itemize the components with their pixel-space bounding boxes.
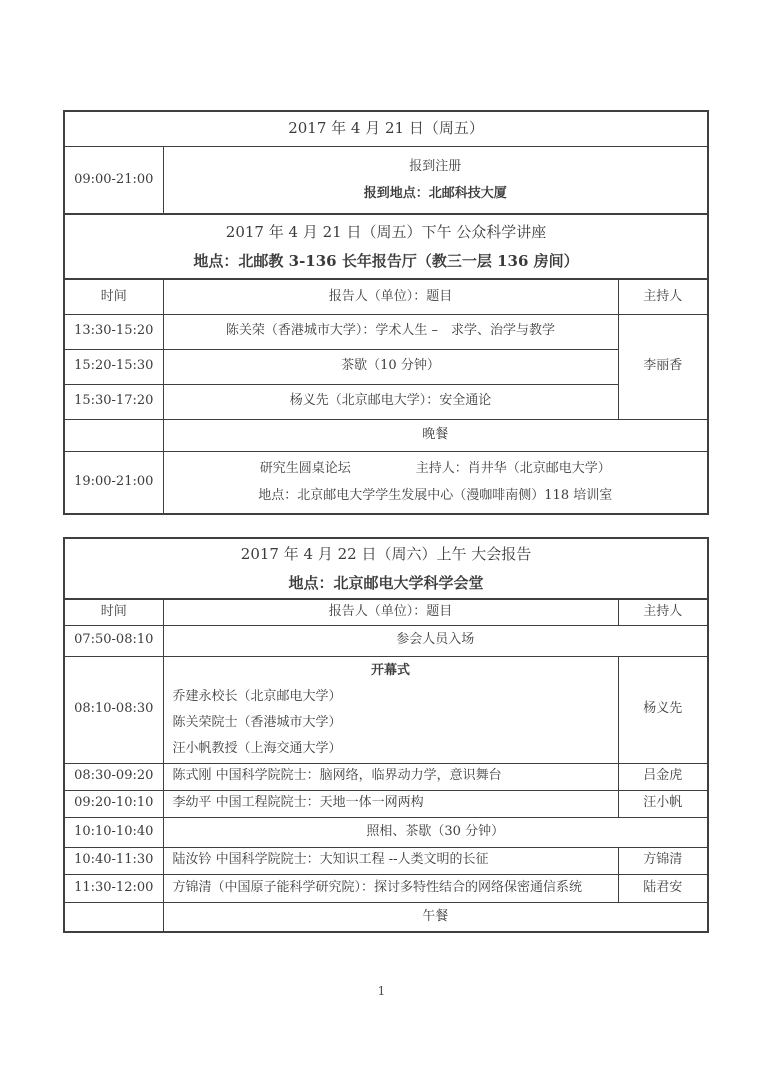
column-header-time: 时间 bbox=[64, 599, 163, 625]
date-header-row bbox=[64, 538, 708, 599]
chair-cell: 陆君安 bbox=[618, 874, 708, 902]
date-title: 2017 年 4 月 22 日（周六）上午 大会报告 bbox=[240, 544, 532, 563]
table-row bbox=[64, 763, 708, 790]
forum-location: 地点：北京邮电大学学生发展中心（漫咖啡南侧）118 培训室 bbox=[258, 488, 613, 504]
registration-line: 报到注册 bbox=[409, 158, 462, 174]
talk-cell: 李幼平 中国工程院院士：天地一体一网两构 bbox=[163, 790, 618, 817]
opening-cell bbox=[163, 656, 618, 763]
time-cell-empty bbox=[64, 902, 163, 932]
time-cell: 15:20-15:30 bbox=[64, 349, 163, 384]
talk-cell: 陈式刚 中国科学院院士：脑网络，临界动力学，意识舞台 bbox=[163, 763, 618, 790]
dinner-cell: 晚餐 bbox=[163, 419, 708, 451]
table-row bbox=[64, 314, 708, 349]
opening-guest: 汪小帆教授（上海交通大学） bbox=[172, 740, 342, 756]
time-cell: 19:00-21:00 bbox=[64, 451, 163, 514]
time-cell: 11:30-12:00 bbox=[64, 874, 163, 902]
session-cell: 茶歇（10 分钟） bbox=[163, 349, 618, 384]
opening-ceremony-row bbox=[64, 656, 708, 763]
column-header-row bbox=[64, 599, 708, 625]
time-cell: 09:20-10:10 bbox=[64, 790, 163, 817]
time-cell: 13:30-15:20 bbox=[64, 314, 163, 349]
session-cell: 杨义先（北京邮电大学）：安全通论 bbox=[163, 384, 618, 419]
time-cell-empty bbox=[64, 419, 163, 451]
column-header-chair: 主持人 bbox=[618, 279, 708, 314]
section-title: 2017 年 4 月 21 日（周五）下午 公众科学讲座 bbox=[225, 222, 547, 241]
column-header-time: 时间 bbox=[64, 279, 163, 314]
opening-guest: 乔建永校长（北京邮电大学） bbox=[172, 688, 342, 704]
chair-cell: 杨义先 bbox=[618, 656, 708, 763]
date-title-cell bbox=[64, 538, 708, 599]
schedule-table-april22 bbox=[63, 537, 709, 933]
venue-title: 地点：北京邮电大学科学会堂 bbox=[288, 573, 484, 592]
chair-cell: 李丽香 bbox=[618, 314, 708, 419]
session-cell: 陈关荣（香港城市大学）：学术人生 – 求学、治学与教学 bbox=[163, 314, 618, 349]
registration-cell bbox=[163, 146, 708, 214]
break-cell: 照相、茶歇（30 分钟） bbox=[163, 817, 708, 847]
time-cell: 10:40-11:30 bbox=[64, 847, 163, 874]
table-row bbox=[64, 790, 708, 817]
chair-cell: 方锦清 bbox=[618, 847, 708, 874]
forum-cell bbox=[163, 451, 708, 514]
section-header-cell bbox=[64, 214, 708, 279]
chair-cell: 吕金虎 bbox=[618, 763, 708, 790]
date-title: 2017 年 4 月 21 日（周五） bbox=[64, 111, 708, 146]
section-location: 地点：北邮教 3-136 长年报告厅（教三一层 136 房间） bbox=[193, 251, 579, 270]
time-cell: 09:00-21:00 bbox=[64, 146, 163, 214]
entrance-cell: 参会人员入场 bbox=[163, 625, 708, 656]
table-row bbox=[64, 874, 708, 902]
column-header-row bbox=[64, 279, 708, 314]
column-header-speaker: 报告人（单位）：题目 bbox=[163, 599, 618, 625]
lunch-cell: 午餐 bbox=[163, 902, 708, 932]
section-header-row bbox=[64, 214, 708, 279]
opening-guest: 陈关荣院士（香港城市大学） bbox=[172, 714, 342, 730]
chair-cell: 汪小帆 bbox=[618, 790, 708, 817]
table-row bbox=[64, 111, 708, 146]
forum-title-chair: 研究生圆桌论坛 主持人：肖井华（北京邮电大学） bbox=[259, 461, 611, 477]
time-cell: 10:10-10:40 bbox=[64, 817, 163, 847]
registration-location: 报到地点：北邮科技大厦 bbox=[363, 185, 507, 201]
table-row bbox=[64, 349, 708, 384]
schedule-table-april21 bbox=[63, 110, 709, 515]
forum-row bbox=[64, 451, 708, 514]
opening-title: 开幕式 bbox=[370, 662, 410, 678]
talk-cell: 陆汝钤 中国科学院院士：大知识工程 --人类文明的长征 bbox=[163, 847, 618, 874]
registration-row bbox=[64, 146, 708, 214]
talk-cell: 方锦清（中国原子能科学研究院）：探讨多特性结合的网络保密通信系统 bbox=[163, 874, 618, 902]
entrance-row bbox=[64, 625, 708, 656]
column-header-chair: 主持人 bbox=[618, 599, 708, 625]
time-cell: 08:30-09:20 bbox=[64, 763, 163, 790]
time-cell: 08:10-08:30 bbox=[64, 656, 163, 763]
dinner-row bbox=[64, 419, 708, 451]
break-row bbox=[64, 817, 708, 847]
lunch-row bbox=[64, 902, 708, 932]
table-row bbox=[64, 384, 708, 419]
column-header-speaker: 报告人（单位）：题目 bbox=[163, 279, 618, 314]
page-number: 1 bbox=[377, 984, 386, 998]
table-row bbox=[64, 847, 708, 874]
time-cell: 07:50-08:10 bbox=[64, 625, 163, 656]
time-cell: 15:30-17:20 bbox=[64, 384, 163, 419]
